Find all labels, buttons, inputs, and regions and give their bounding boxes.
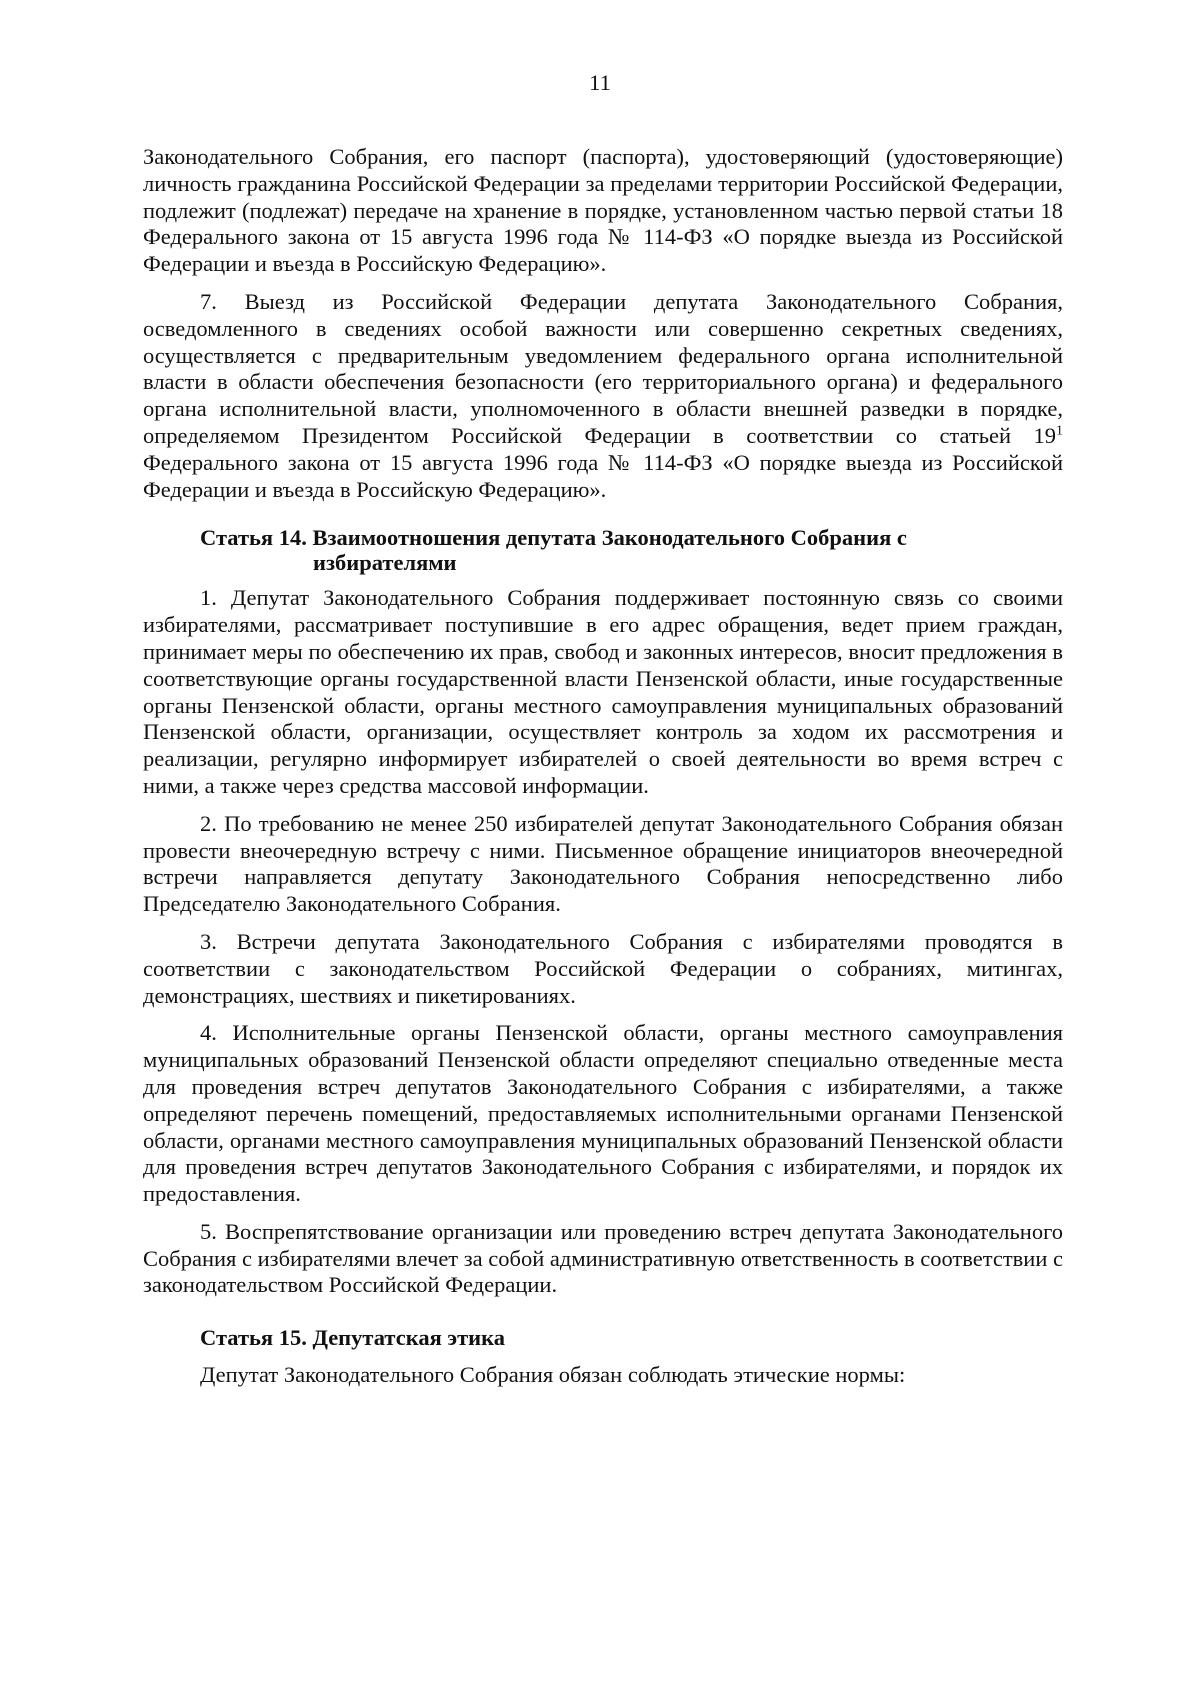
article-15-heading: Статья 15. Депутатская этика [200, 1325, 505, 1351]
article-14-paragraph-1: 1. Депутат Законодательного Собрания поддерживает постоянную связь со своими избирателями, рассматривает поступившие в его адрес обращения, ведет прием граждан, принимает меры по обеспечению их прав, свобод и законных интересов, вносит предложения в соответствующие органы государственной власти Пензенской области, иные государственные органы Пензенской области, органы местного самоуправления муниципальных образований Пензенской области, организации, осуществляет контроль за ходом их рассмотрения и реализации, регулярно информирует избирателей о своей деятельности во время встреч с ними, а также через средства массовой информации. [143, 585, 1063, 798]
paragraph-7 [143, 289, 1063, 503]
article-14-paragraph-3: 3. Встречи депутата Законодательного Собрания с избирателями проводятся в соответствии с законодательством Российской Федерации о собраниях, митингах, демонстрациях, шествиях и пикетированиях. [143, 928, 1063, 1008]
page-number: 11 [589, 70, 611, 95]
document-body [143, 144, 1063, 1400]
paragraph-7-text-b: Федерального закона от 15 августа 1996 года № 114-ФЗ «О порядке выезда из Российской Федерации и въезда в Российскую Федерацию». [143, 449, 1063, 502]
article-14-heading [143, 525, 1063, 575]
article-14-heading-line2: избирателями [313, 550, 457, 576]
article-14-paragraph-5: 5. Воспрепятствование организации или проведению встреч депутата Законодательного Собрания с избирателями влечет за собой административную ответственность в соответствии с законодательством Российской Федерации. [143, 1218, 1063, 1298]
article-15-paragraph-1: Депутат Законодательного Собрания обязан соблюдать этические нормы: [200, 1362, 906, 1388]
paragraph-continuation: Законодательного Собрания, его паспорт (паспорта), удостоверяющий (удостоверяющие) личность гражданина Российской Федерации за пределами территории Российской Федерации, подлежит (подлежат) передаче на хранение в порядке, установленном частью первой статьи 18 Федерального закона от 15 августа 1996 года № 114-ФЗ «О порядке выезда из Российской Федерации и въезда в Российскую Федерацию». [143, 144, 1063, 277]
article-14-paragraph-2: 2. По требованию не менее 250 избирателей депутат Законодательного Собрания обязан провести внеочередную встречу с ними. Письменное обращение инициаторов внеочередной встречи направляется депутату Законодательного Собрания непосредственно либо Председателю Законодательного Собрания. [143, 810, 1063, 917]
paragraph-7-text-a: 7. Выезд из Российской Федерации депутата Законодательного Собрания, осведомленного в сведениях особой важности или совершенно секретных сведениях, осуществляется с предварительным уведомлением федерального органа исполнительной власти в области обеспечения безопасности (его территориального органа) и федерального органа исполнительной власти, уполномоченного в области внешней разведки в порядке, определяемом Президентом Российской Федерации в соответствии со статьей 19 [143, 288, 1063, 448]
superscript-marker: 1 [1056, 423, 1063, 439]
article-14-paragraph-4: 4. Исполнительные органы Пензенской области, органы местного самоуправления муниципальных образований Пензенской области определяют специально отведенные места для проведения встреч депутатов Законодательного Собрания с избирателями, а также определяют перечень помещений, предоставляемых исполнительными органами Пензенской области, органами местного самоуправления муниципальных образований Пензенской области для проведения встреч депутатов Законодательного Собрания с избирателями, и порядок их предоставления. [143, 1020, 1063, 1207]
article-14-heading-line1: Статья 14. Взаимоотношения депутата Законодательного Собрания с [200, 525, 907, 551]
